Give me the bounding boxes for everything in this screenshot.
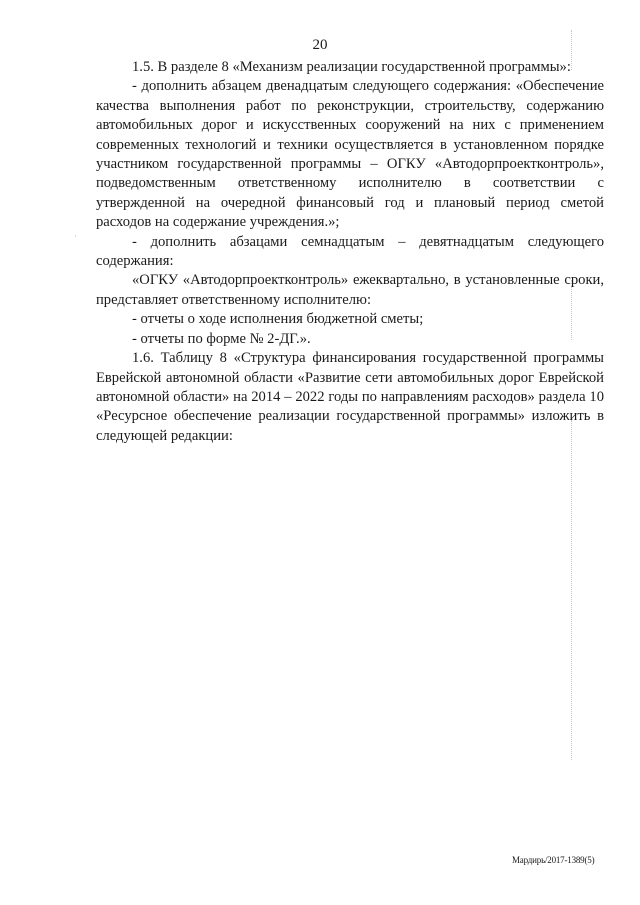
paragraph-add-twelfth: - дополнить абзацем двенадцатым следующего содержания: «Обеспечение качества выполнения работ по реконструкции, строительству, содержанию автомобильных дорог и искусственных сооружений на них с применением современных технологий и техники осуществляется в установленном порядке участником государственной программы – ОГКУ «Автодорпроектконтроль», подведомственным ответственному исполнителю в соответствии с утвержденной на очередной финансовый год и плановый период сметой расходов на содержание учреждения.»; [96,78,604,231]
paragraph-section-1-5: 1.5. В разделе 8 «Механизм реализации государственной программы»: [132,59,571,75]
paragraph-ogku-reports: «ОГКУ «Автодорпроектконтроль» ежеквартально, в установленные сроки, представляет ответственному исполнителю: [96,272,604,308]
paragraph-report-budget: - отчеты о ходе исполнения бюджетной сметы; [132,311,424,328]
scan-edge-line [571,30,572,70]
page-number: 20 [312,37,328,53]
paragraph-add-seventeenth: - дополнить абзацами семнадцатым – девятнадцатым следующего содержания: [96,233,604,270]
document-body [96,58,604,446]
scan-mark: · [74,231,77,241]
scan-edge-line [571,420,572,760]
paragraph-section-1-6: 1.6. Таблицу 8 «Структура финансирования государственной программы Еврейской автономной области «Развитие сети автомобильных дорог Еврейской автономной области» на 2014 – 2022 годы по направлениям расходов» раздела 10 «Ресурсное обеспечение реализации государственной программы» изложить в следующей редакции: [96,350,604,444]
document-code: Мардирь/2017-1389(5) [512,855,595,865]
paragraph-report-form: - отчеты по форме № 2-ДГ.». [132,330,311,347]
scan-edge-line [571,280,572,340]
